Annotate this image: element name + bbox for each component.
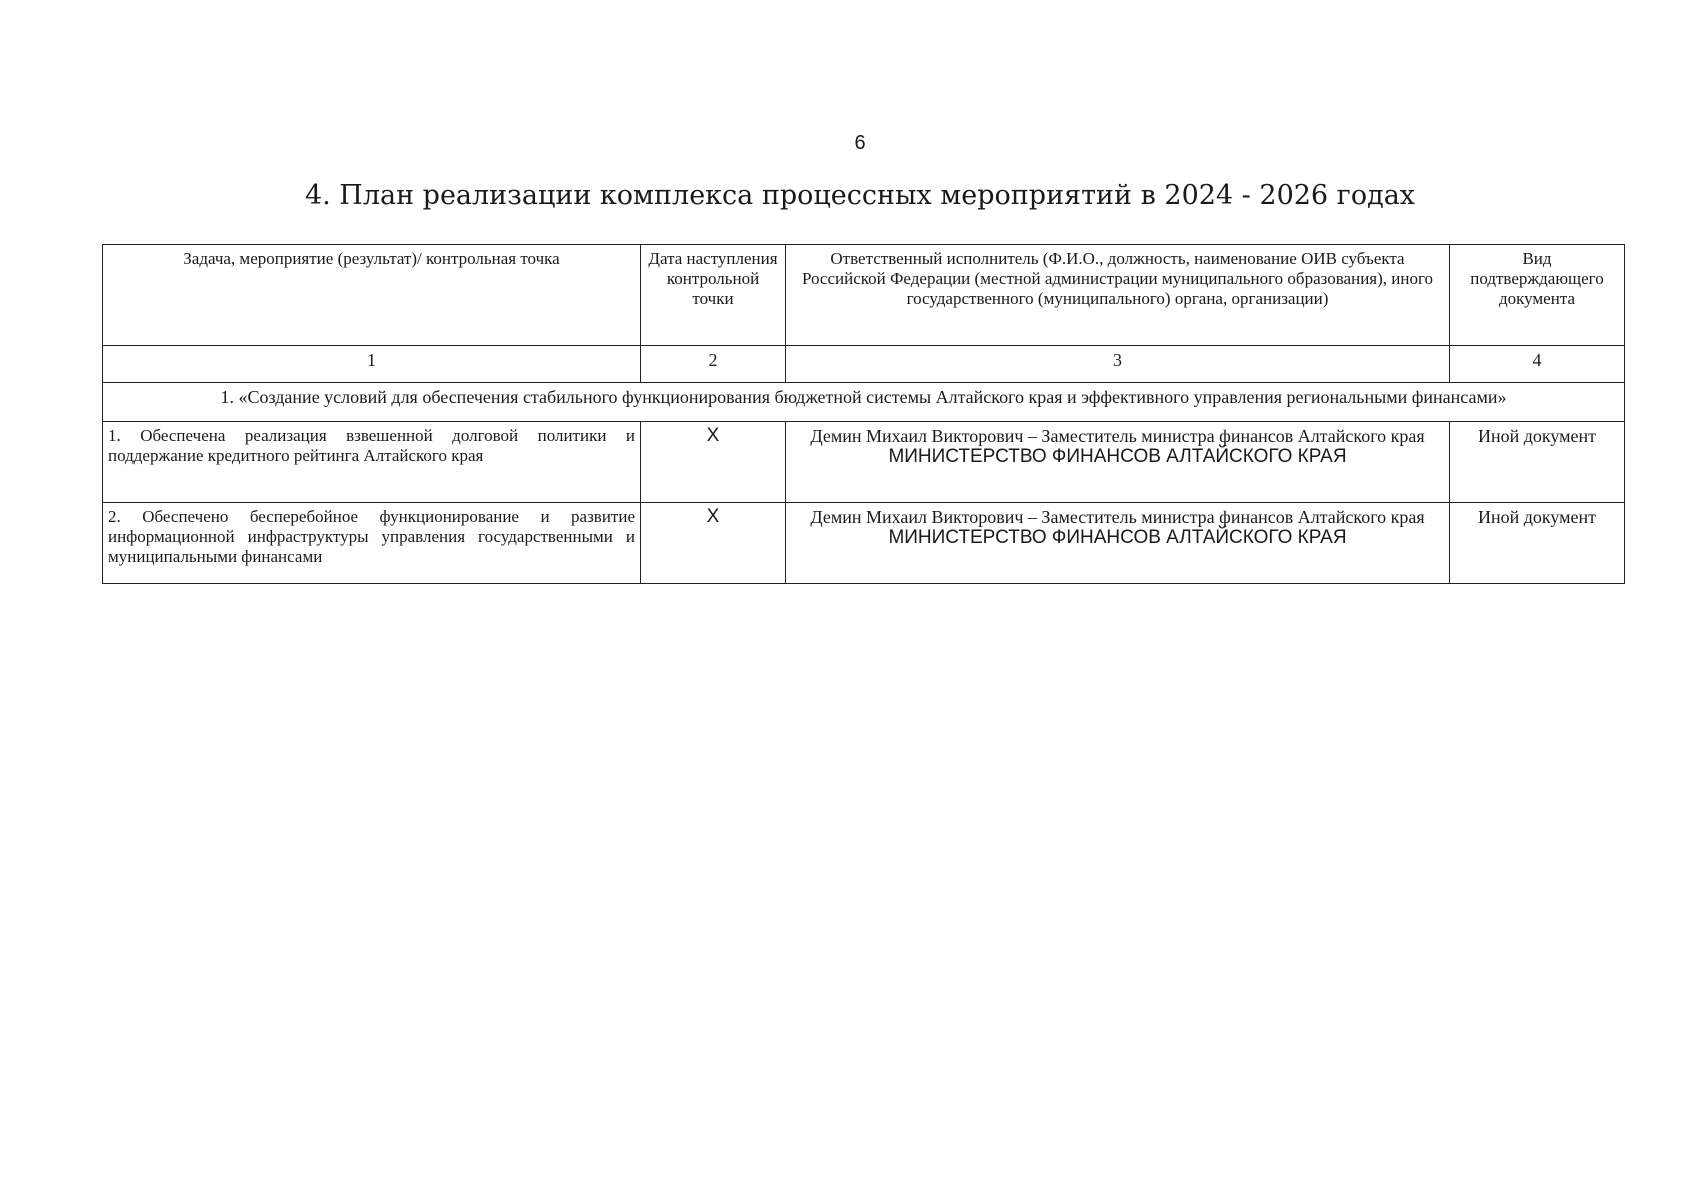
header-responsible: Ответственный исполнитель (Ф.И.О., должность, наименование ОИВ субъекта Российской Федерации (местной администрации муниципального образования), иного государственного (муниципального) органа, организации) xyxy=(786,245,1450,346)
item-name: 2. Обеспечено бесперебойное функционирование и развитие информационной инфраструктуры управления государственными и муниципальными финансами xyxy=(103,503,641,584)
column-number: 3 xyxy=(786,346,1450,383)
header-document: Вид подтверждающего документа xyxy=(1450,245,1625,346)
item-responsible xyxy=(786,422,1450,503)
item-document: Иной документ xyxy=(1450,503,1625,584)
table-row xyxy=(103,422,1625,503)
responsible-person: Демин Михаил Викторович – Заместитель министра финансов Алтайского края xyxy=(810,507,1425,527)
item-date: X xyxy=(641,422,786,503)
task-row xyxy=(103,383,1625,422)
header-task: Задача, мероприятие (результат)/ контрольная точка xyxy=(103,245,641,346)
page-title: 4. План реализации комплекса процессных мероприятий в 2024 - 2026 годах xyxy=(304,180,1416,211)
page-number: 6 xyxy=(854,132,866,154)
table-row xyxy=(103,503,1625,584)
responsible-organization: МИНИСТЕРСТВО ФИНАНСОВ АЛТАЙСКОГО КРАЯ xyxy=(888,527,1347,548)
task-title: 1. «Создание условий для обеспечения стабильного функционирования бюджетной системы Алтайского края и эффективного управления региональными финансами» xyxy=(103,383,1625,422)
column-number: 2 xyxy=(641,346,786,383)
column-number-row xyxy=(103,346,1625,383)
item-responsible xyxy=(786,503,1450,584)
table-header-row xyxy=(103,245,1625,346)
responsible-person: Демин Михаил Викторович – Заместитель министра финансов Алтайского края xyxy=(810,426,1425,446)
item-document: Иной документ xyxy=(1450,422,1625,503)
responsible-organization: МИНИСТЕРСТВО ФИНАНСОВ АЛТАЙСКОГО КРАЯ xyxy=(888,446,1347,467)
item-date: X xyxy=(641,503,786,584)
item-name: 1. Обеспечена реализация взвешенной долговой политики и поддержание кредитного рейтинга Алтайского края xyxy=(103,422,641,503)
column-number: 1 xyxy=(103,346,641,383)
column-number: 4 xyxy=(1450,346,1625,383)
header-date: Дата наступления контрольной точки xyxy=(641,245,786,346)
plan-table xyxy=(102,244,1625,584)
